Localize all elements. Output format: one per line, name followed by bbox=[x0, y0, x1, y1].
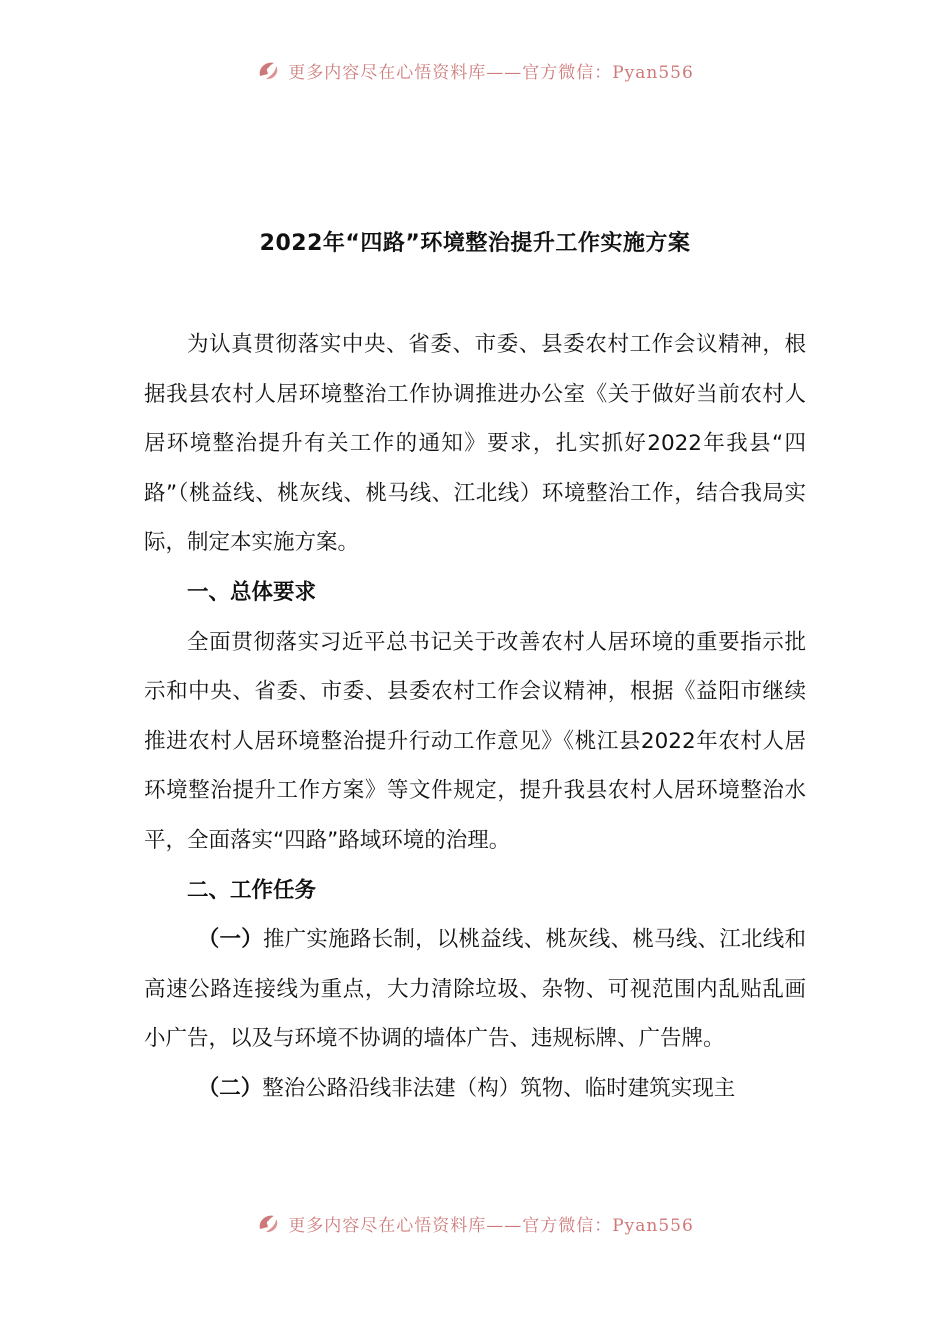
watermark-text: 更多内容尽在心悟资料库——官方微信：Pyan556 bbox=[288, 62, 694, 83]
brand-logo-icon bbox=[256, 58, 282, 82]
document-title: 2022年“四路”环境整治提升工作实施方案 bbox=[259, 231, 691, 256]
task-item-1 bbox=[144, 915, 806, 1064]
intro-paragraph: 为认真贯彻落实中央、省委、市委、县委农村工作会议精神，根据我县农村人居环境整治工作协调推进办公室《关于做好当前农村人居环境整治提升有关工作的通知》要求，扎实抓好2022年我县“四路”（桃益线、桃灰线、桃马线、江北线）环境整治工作，结合我局实际，制定本实施方案。 bbox=[144, 332, 806, 556]
task-item-2 bbox=[144, 1064, 806, 1114]
brand-logo-icon bbox=[256, 1211, 282, 1235]
task-item-text: 整治公路沿线非法建（构）筑物、临时建筑实现主 bbox=[262, 1075, 736, 1101]
section-heading-work-tasks: 二、工作任务 bbox=[187, 877, 317, 903]
task-item-text: 推广实施路长制，以桃益线、桃灰线、桃马线、江北线和高速公路连接线为重点，大力清除垃圾、杂物、可视范围内乱贴乱画小广告，以及与环境不协调的墙体广告、违规标牌、广告牌。 bbox=[144, 927, 806, 1052]
document-body bbox=[144, 320, 806, 1114]
task-item-number: （一） bbox=[197, 927, 263, 953]
watermark-text: 更多内容尽在心悟资料库——官方微信：Pyan556 bbox=[288, 1215, 694, 1236]
watermark-bottom bbox=[0, 1205, 950, 1241]
watermark-top bbox=[0, 52, 950, 88]
general-requirements-paragraph: 全面贯彻落实习近平总书记关于改善农村人居环境的重要指示批示和中央、省委、市委、县委农村工作会议精神，根据《益阳市继续推进农村人居环境整治提升行动工作意见》《桃江县2022年农村人居环境整治提升工作方案》等文件规定，提升我县农村人居环境整治水平，全面落实“四路”路域环境的治理。 bbox=[144, 629, 806, 853]
task-item-number: （二） bbox=[197, 1075, 263, 1101]
section-heading-general-requirements: 一、总体要求 bbox=[187, 579, 317, 605]
